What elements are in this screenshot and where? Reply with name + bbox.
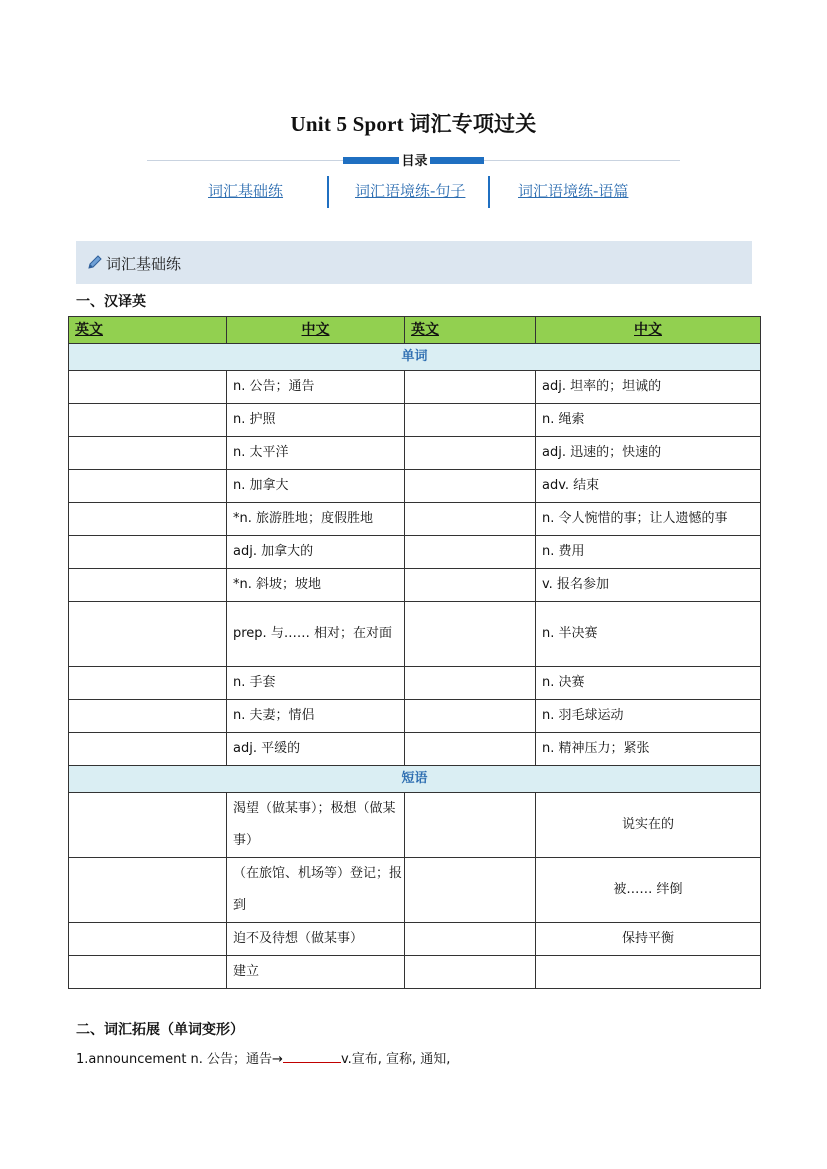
toc-separator (488, 176, 490, 208)
chinese-cell: *n. 旅游胜地；度假胜地 (227, 503, 405, 536)
table-row (69, 733, 761, 766)
english-answer-cell[interactable] (405, 858, 536, 923)
header-english: 英文 (69, 317, 227, 344)
exercise-item (76, 1048, 450, 1067)
group-label: 短语 (69, 766, 761, 793)
chinese-cell: *n. 斜坡；坡地 (227, 569, 405, 602)
answer-blank[interactable] (283, 1050, 341, 1063)
chinese-cell: adj. 坦率的；坦诚的 (536, 371, 761, 404)
table-row (69, 371, 761, 404)
chinese-cell: n. 绳索 (536, 404, 761, 437)
group-row-words (69, 344, 761, 371)
english-answer-cell[interactable] (69, 569, 227, 602)
english-answer-cell[interactable] (69, 700, 227, 733)
chinese-cell: 说实在的 (536, 793, 761, 858)
toc-link-basic[interactable]: 词汇基础练 (208, 182, 284, 200)
group-row-phrases (69, 766, 761, 793)
english-answer-cell[interactable] (405, 536, 536, 569)
toc-bar-right (430, 157, 484, 164)
english-answer-cell[interactable] (69, 602, 227, 667)
chinese-cell: n. 公告；通告 (227, 371, 405, 404)
english-answer-cell[interactable] (69, 793, 227, 858)
english-answer-cell[interactable] (405, 923, 536, 956)
english-answer-cell[interactable] (69, 437, 227, 470)
table-row (69, 923, 761, 956)
toc-bar-left (343, 157, 399, 164)
english-answer-cell[interactable] (69, 404, 227, 437)
english-answer-cell[interactable] (69, 733, 227, 766)
chinese-cell: 迫不及待想（做某事） (227, 923, 405, 956)
english-answer-cell[interactable] (69, 371, 227, 404)
table-row (69, 569, 761, 602)
page-title: Unit 5 Sport 词汇专项过关 (290, 112, 537, 136)
english-answer-cell[interactable] (405, 470, 536, 503)
part1-heading: 一、汉译英 (76, 294, 146, 310)
chinese-cell: n. 加拿大 (227, 470, 405, 503)
chinese-cell: 保持平衡 (536, 923, 761, 956)
english-answer-cell[interactable] (405, 503, 536, 536)
table-row (69, 602, 761, 667)
chinese-cell: n. 费用 (536, 536, 761, 569)
english-answer-cell[interactable] (69, 858, 227, 923)
toc-label: 目录 (399, 150, 430, 169)
english-answer-cell[interactable] (405, 956, 536, 989)
chinese-cell: n. 太平洋 (227, 437, 405, 470)
english-answer-cell[interactable] (69, 536, 227, 569)
english-answer-cell[interactable] (69, 667, 227, 700)
table-row (69, 858, 761, 923)
chinese-cell: n. 精神压力；紧张 (536, 733, 761, 766)
english-answer-cell[interactable] (405, 602, 536, 667)
chinese-cell: n. 决赛 (536, 667, 761, 700)
english-answer-cell[interactable] (405, 437, 536, 470)
header-chinese: 中文 (536, 317, 761, 344)
part2-heading: 二、词汇拓展（单词变形） (76, 1022, 244, 1038)
chinese-cell: 建立 (227, 956, 405, 989)
chinese-cell: adv. 结束 (536, 470, 761, 503)
chinese-cell: n. 羽毛球运动 (536, 700, 761, 733)
chinese-cell (536, 956, 761, 989)
english-answer-cell[interactable] (405, 733, 536, 766)
toc-separator (327, 176, 329, 208)
item-suffix: v.宣布, 宣称, 通知, (340, 1052, 451, 1067)
english-answer-cell[interactable] (405, 569, 536, 602)
table-row (69, 404, 761, 437)
vocab-table (68, 316, 761, 989)
chinese-cell: n. 护照 (227, 404, 405, 437)
toc-link-passage[interactable]: 词汇语境练-语篇 (518, 182, 629, 200)
table-row (69, 667, 761, 700)
section-title: 词汇基础练 (106, 255, 182, 273)
chinese-cell: adj. 迅速的；快速的 (536, 437, 761, 470)
toc-link-sentence[interactable]: 词汇语境练-句子 (355, 182, 466, 200)
chinese-cell: n. 半决赛 (536, 602, 761, 667)
pencil-icon (86, 253, 104, 271)
english-answer-cell[interactable] (69, 470, 227, 503)
chinese-cell: v. 报名参加 (536, 569, 761, 602)
english-answer-cell[interactable] (405, 700, 536, 733)
item-prefix: 1.announcement n. 公告；通告→ (76, 1052, 283, 1067)
table-row (69, 470, 761, 503)
english-answer-cell[interactable] (69, 923, 227, 956)
chinese-cell: （在旅馆、机场等）登记；报到 (227, 858, 405, 923)
table-row (69, 536, 761, 569)
english-answer-cell[interactable] (69, 956, 227, 989)
english-answer-cell[interactable] (405, 404, 536, 437)
group-label: 单词 (69, 344, 761, 371)
english-answer-cell[interactable] (69, 503, 227, 536)
english-answer-cell[interactable] (405, 371, 536, 404)
header-english: 英文 (405, 317, 536, 344)
table-row (69, 437, 761, 470)
english-answer-cell[interactable] (405, 667, 536, 700)
table-row (69, 503, 761, 536)
table-row (69, 793, 761, 858)
chinese-cell: prep. 与…… 相对；在对面 (227, 602, 405, 667)
table-header-row (69, 317, 761, 344)
chinese-cell: n. 夫妻；情侣 (227, 700, 405, 733)
header-chinese: 中文 (227, 317, 405, 344)
chinese-cell: 渴望（做某事）；极想（做某事） (227, 793, 405, 858)
chinese-cell: n. 令人惋惜的事；让人遗憾的事 (536, 503, 761, 536)
table-row (69, 956, 761, 989)
chinese-cell: adj. 平缓的 (227, 733, 405, 766)
chinese-cell: 被…… 绊倒 (536, 858, 761, 923)
chinese-cell: adj. 加拿大的 (227, 536, 405, 569)
table-row (69, 700, 761, 733)
chinese-cell: n. 手套 (227, 667, 405, 700)
section-header (76, 241, 752, 284)
english-answer-cell[interactable] (405, 793, 536, 858)
